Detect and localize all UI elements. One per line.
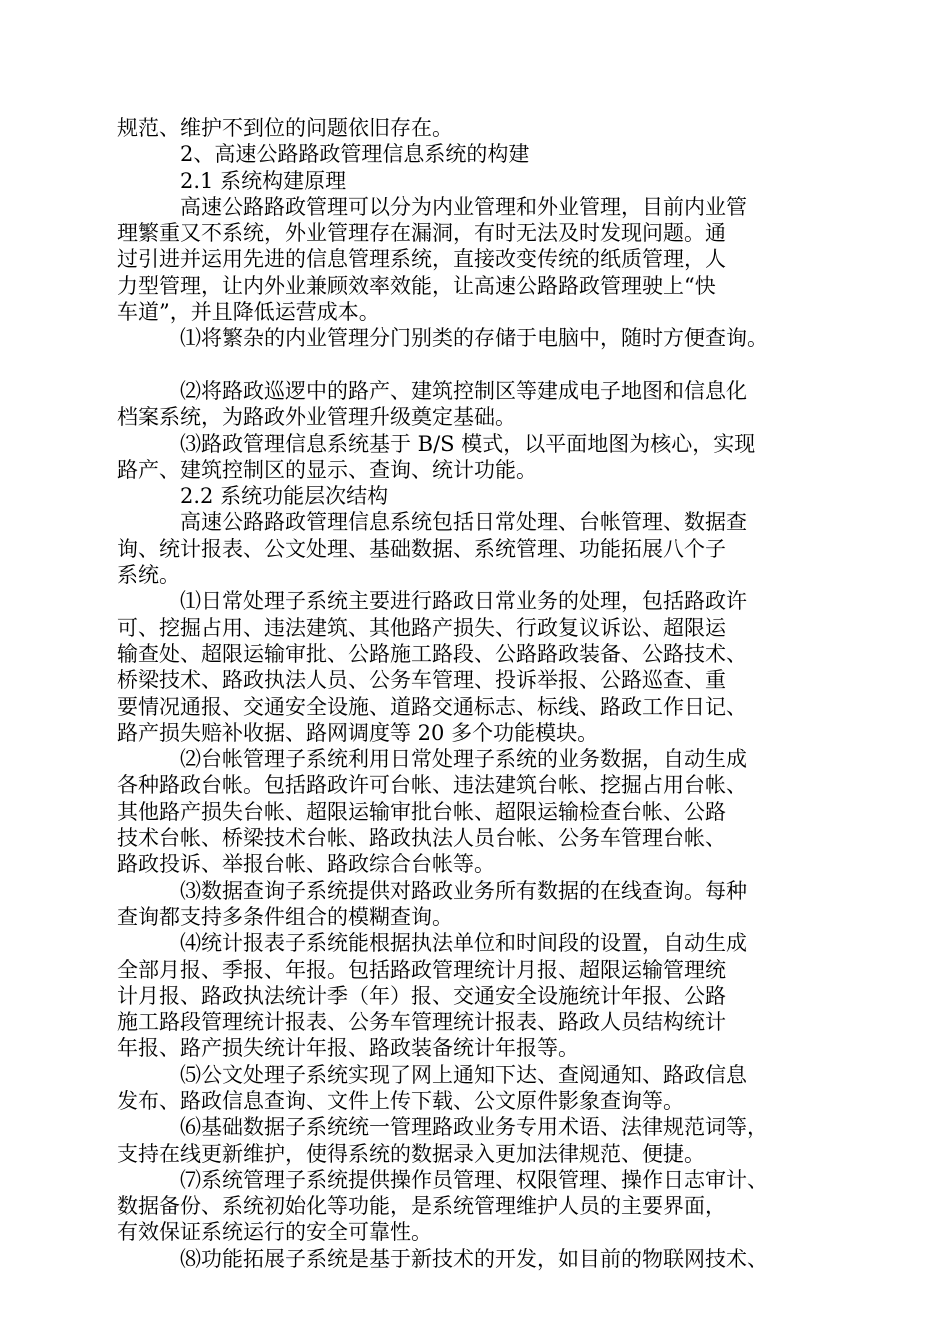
section-heading: 2、高速公路路政管理信息系统的构建 — [180, 142, 530, 167]
text-line: 高速公路路政管理可以分为内业管理和外业管理，目前内业管 — [180, 194, 747, 219]
text-line: ⑸公文处理子系统实现了网上通知下达、查阅通知、路政信息 — [180, 1062, 747, 1087]
text-line: ⑴日常处理子系统主要进行路政日常业务的处理，包括路政许 — [180, 589, 747, 614]
text-line: 档案系统，为路政外业管理升级奠定基础。 — [117, 405, 516, 430]
subsection-heading: 2.2 系统功能层次结构 — [180, 484, 389, 509]
text-line: ⑵将路政巡逻中的路产、建筑控制区等建成电子地图和信息化 — [180, 378, 747, 403]
text-line: 计月报、路政执法统计季（年）报、交通安全设施统计年报、公路 — [117, 983, 726, 1008]
text-line: 施工路段管理统计报表、公务车管理统计报表、路政人员结构统计 — [117, 1010, 726, 1035]
text-line: 全部月报、季报、年报。包括路政管理统计月报、超限运输管理统 — [117, 957, 726, 982]
text-line: 可、挖掘占用、违法建筑、其他路产损失、行政复议诉讼、超限运 — [117, 615, 726, 640]
text-line: 询、统计报表、公文处理、基础数据、系统管理、功能拓展八个子 — [117, 536, 726, 561]
text-line: 发布、路政信息查询、文件上传下载、公文原件影象查询等。 — [117, 1088, 684, 1113]
text-line: ⑹基础数据子系统统一管理路政业务专用术语、法律规范词等， — [180, 1115, 768, 1140]
text-line: ⑶路政管理信息系统基于 B/S 模式，以平面地图为核心，实现 — [180, 431, 756, 456]
text-line: 技术台帐、桥梁技术台帐、路政执法人员台帐、公务车管理台帐、 — [117, 826, 726, 851]
blank-line — [117, 352, 817, 378]
text-line: ⑻功能拓展子系统是基于新技术的开发，如目前的物联网技术、 — [180, 1246, 768, 1271]
text-line: 输查处、超限运输审批、公路施工路段、公路路政装备、公路技术、 — [117, 641, 747, 666]
text-line: ⑺系统管理子系统提供操作员管理、权限管理、操作日志审计、 — [180, 1167, 768, 1192]
text-line: 有效保证系统运行的安全可靠性。 — [117, 1220, 432, 1245]
text-line: 支持在线更新维护，使得系统的数据录入更加法律规范、便捷。 — [117, 1141, 705, 1166]
text-line: 要情况通报、交通安全设施、道路交通标志、标线、路政工作日记、 — [117, 694, 747, 719]
text-line: 力型管理，让内外业兼顾效率效能，让高速公路路政管理驶上“快 — [117, 273, 716, 298]
text-line: 桥梁技术、路政执法人员、公务车管理、投诉举报、公路巡查、重 — [117, 668, 726, 693]
text-line: 高速公路路政管理信息系统包括日常处理、台帐管理、数据查 — [180, 510, 747, 535]
text-line: 查询都支持多条件组合的模糊查询。 — [117, 904, 453, 929]
text-line: 路产、建筑控制区的显示、查询、统计功能。 — [117, 457, 537, 482]
text-line: ⑵台帐管理子系统利用日常处理子系统的业务数据，自动生成 — [180, 747, 747, 772]
text-line: ⑴将繁杂的内业管理分门别类的存储于电脑中，随时方便查询。 — [180, 326, 768, 351]
text-line: ⑶数据查询子系统提供对路政业务所有数据的在线查询。每种 — [180, 878, 747, 903]
text-line: ⑷统计报表子系统能根据执法单位和时间段的设置，自动生成 — [180, 931, 747, 956]
text-line: 各种路政台帐。包括路政许可台帐、违法建筑台帐、挖掘占用台帐、 — [117, 773, 747, 798]
text-line: 系统。 — [117, 563, 180, 588]
text-line: 年报、路产损失统计年报、路政装备统计年报等。 — [117, 1036, 579, 1061]
text-line: 其他路产损失台帐、超限运输审批台帐、超限运输检查台帐、公路 — [117, 799, 726, 824]
subsection-heading: 2.1 系统构建原理 — [180, 168, 347, 193]
text-line: 路产损失赔补收据、路网调度等 20 多个功能模块。 — [117, 720, 599, 745]
body-text — [117, 115, 817, 1272]
text-line: 规范、维护不到位的问题依旧存在。 — [117, 116, 453, 140]
text-line: 路政投诉、举报台帐、路政综合台帐等。 — [117, 852, 495, 877]
text-line: 理繁重又不系统，外业管理存在漏洞，有时无法及时发现问题。通 — [117, 221, 726, 246]
text-line: 过引进并运用先进的信息管理系统，直接改变传统的纸质管理，人 — [117, 247, 726, 272]
text-line: 车道”，并且降低运营成本。 — [117, 300, 380, 325]
text-line: 数据备份、系统初始化等功能，是系统管理维护人员的主要界面， — [117, 1194, 726, 1219]
